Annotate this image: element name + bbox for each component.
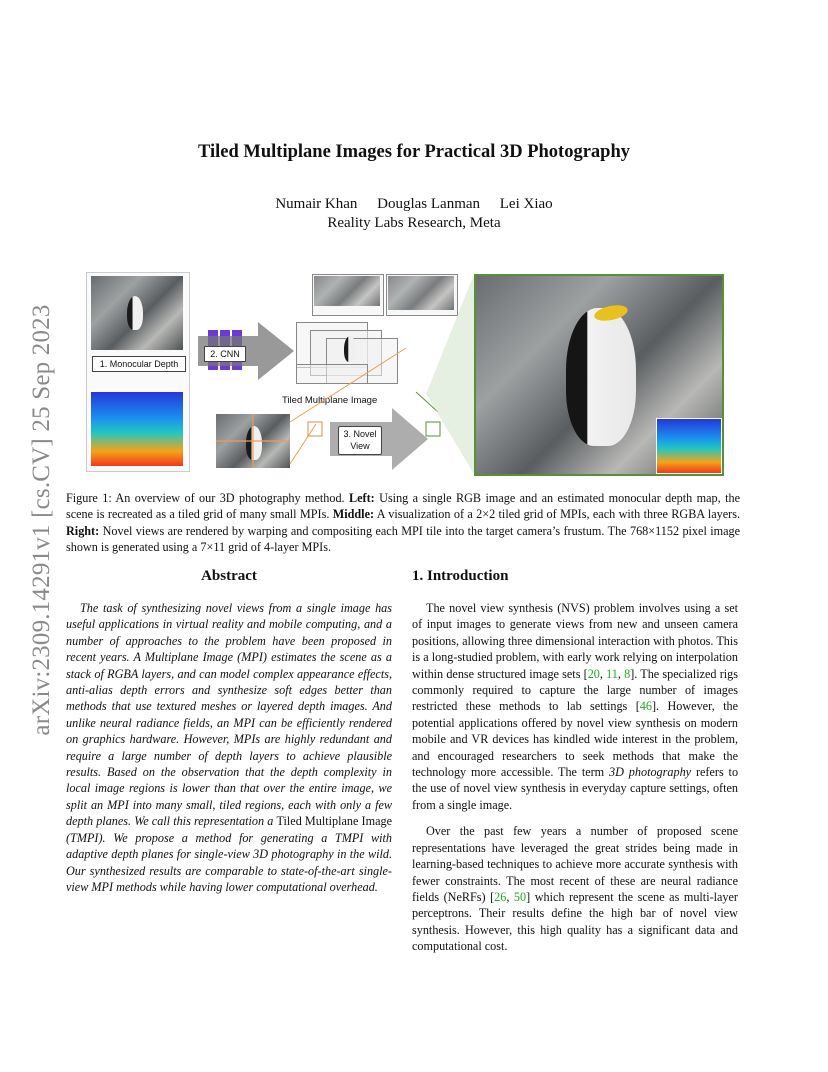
citation-link[interactable]: 26	[494, 889, 507, 904]
monocular-depth-label: 1. Monocular Depth	[92, 356, 186, 372]
citation-link[interactable]: 11	[606, 666, 618, 681]
cnn-label: 2. CNN	[204, 346, 246, 362]
text-run: refers to the use of novel view synthesis in everyday capture settings, often from a single image.	[412, 765, 739, 812]
emphasis: 3D photography	[609, 765, 692, 780]
novel-view-label	[338, 426, 382, 455]
citation-link[interactable]: 50	[513, 889, 527, 904]
affiliation: Reality Labs Research, Meta	[327, 215, 501, 231]
input-photo	[91, 276, 183, 350]
penguin-image	[127, 296, 143, 330]
depth-map-image	[91, 392, 183, 466]
arxiv-sidebar	[12, 260, 72, 780]
abstract-heading: Abstract	[201, 568, 257, 584]
author-name: Douglas Lanman	[377, 196, 481, 212]
caption-right-label: Right:	[66, 523, 100, 538]
tmpi-label: Tiled Multiplane Image	[282, 395, 378, 406]
tile-grid-overlay	[216, 414, 290, 468]
caption-right-text: Novel views are rendered by warping and compositing each MPI tile into the target camera’s frustum. The 768×1152 pixel image shown is generated using a 7×11 grid of 4-layer MPIs.	[66, 523, 741, 554]
text-run: The novel view synthesis (NVS) problem involves using a set of input images to generate views from new and unseen camera positions, allowing three dimensional interaction with photos. This is a long-studied problem, with early work relying on interpolation within dense structured image sets [	[412, 601, 738, 681]
abstract-part: The task of synthesizing novel views from a single image has useful applications in virtual reality and mobile computing, and a number of approaches to the problem have been proposed in recent years. A Multiplane Image (MPI) estimates the scene as a stack of RGBA layers, and can model complex appearance effects, anti-alias depth errors and synthesize soft edges better than methods that use textured meshes or layered depth images. And unlike neural radiance fields, an MPI can be efficiently rendered on graphics hardware. However, MPIs are highly redundant and require a large number of depth layers to achieve plausible results. Based on the observation that the depth complexity in local image regions is lower than that over the entire image, we split an MPI into many small, tiled regions, each with only a few depth planes. We call this representation a	[66, 601, 392, 829]
citation-link[interactable]: 46	[639, 699, 652, 714]
text-run: ] which represent the scene as multi-layer perceptrons. Their results define the high bar of novel view synthesis. However, this high quality has a significant data and computational cost.	[412, 889, 738, 954]
novel-view-label-line: View	[350, 441, 370, 451]
caption-left-text: Using a single RGB image and an estimated monocular depth map, the scene is recreated as a tiled grid of many small MPIs.	[66, 491, 740, 522]
paragraph: The novel view synthesis (NVS) problem involves using a set of input images to generate views from new and unseen camera positions, allowing three dimensional interaction with photos. This is a long-studied problem, with early work relying on interpolation within dense structured image sets [20, 11, 8]. The specialized rigs commonly required to capture the large number of images restricted these methods to lab settings [46]. However, the potential applications offered by novel view synthesis on modern mobile and VR devices has kindled wide interest in the problem, and encouraged researchers to seek methods that make the technology more accessible. The term 3D photography refers to the use of novel view synthesis in everyday capture settings, often from a single image.	[412, 601, 739, 812]
figure-1	[86, 272, 722, 476]
citation-link[interactable]: 8	[624, 666, 631, 681]
text-run: Over the past few years a number of proposed scene representations have leveraged the great strides being made in learning-based techniques to achieve more accurate synthesis with fewer constraints. The most recent of these are neural radiance fields (NeRFs) [	[412, 824, 738, 904]
green-projection	[426, 274, 474, 474]
figure-caption	[66, 490, 740, 555]
author-list	[0, 196, 828, 213]
paper-title: Tiled Multiplane Images for Practical 3D Photography	[198, 142, 630, 162]
depth-inset-image	[656, 418, 722, 474]
section-heading: 1. Introduction	[412, 568, 509, 584]
text-run: ]. The specialized rigs commonly required to capture the large number of images restricted these methods to lab settings [	[412, 666, 738, 714]
citation-link[interactable]: 20	[587, 666, 600, 681]
penguin-image	[566, 308, 636, 446]
mpi-tile-image	[314, 276, 380, 306]
caption-middle-label: Middle:	[332, 507, 375, 522]
text-run: ]. However, the potential applications offered by novel view synthesis on modern mobile and VR devices has kindled wide interest in the problem, and encouraged researchers to seek methods that make the technology more accessible. The term	[412, 699, 738, 780]
paragraph: Over the past few years a number of proposed scene representations have leveraged the great strides being made in learning-based techniques to achieve more accurate synthesis with fewer constraints. The most recent of these are neural radiance fields (NeRFs) [26, 50] which represent the scene as multi-layer perceptrons. Their results define the high bar of novel view synthesis. However, this high quality has a significant data and computational cost.	[412, 824, 738, 954]
abstract-text	[66, 600, 392, 895]
caption-middle-text: A visualization of a 2×2 tiled grid of MPIs, each with three RGBA layers.	[376, 507, 740, 522]
abstract-part: (TMPI). We propose a method for generating a TMPI with adaptive depth planes for single-view 3D photography in the wild. Our synthesized results are comparable to state-of-the-art single-view MPI methods while having lower computational overhead.	[66, 830, 392, 894]
caption-lead: Figure 1: An overview of our 3D photography method.	[66, 491, 345, 505]
tmpi-term: Tiled Multiplane Image	[276, 814, 392, 829]
author-name: Lei Xiao	[499, 196, 553, 212]
novel-view-output-image	[474, 274, 724, 476]
author-name: Numair Khan	[275, 196, 358, 212]
introduction-text	[412, 600, 738, 965]
novel-view-label-line: 3. Novel	[343, 429, 377, 439]
caption-left-label: Left:	[349, 491, 375, 505]
arxiv-identifier: arXiv:2309.14291v1 [cs.CV] 25 Sep 2023	[28, 304, 55, 736]
